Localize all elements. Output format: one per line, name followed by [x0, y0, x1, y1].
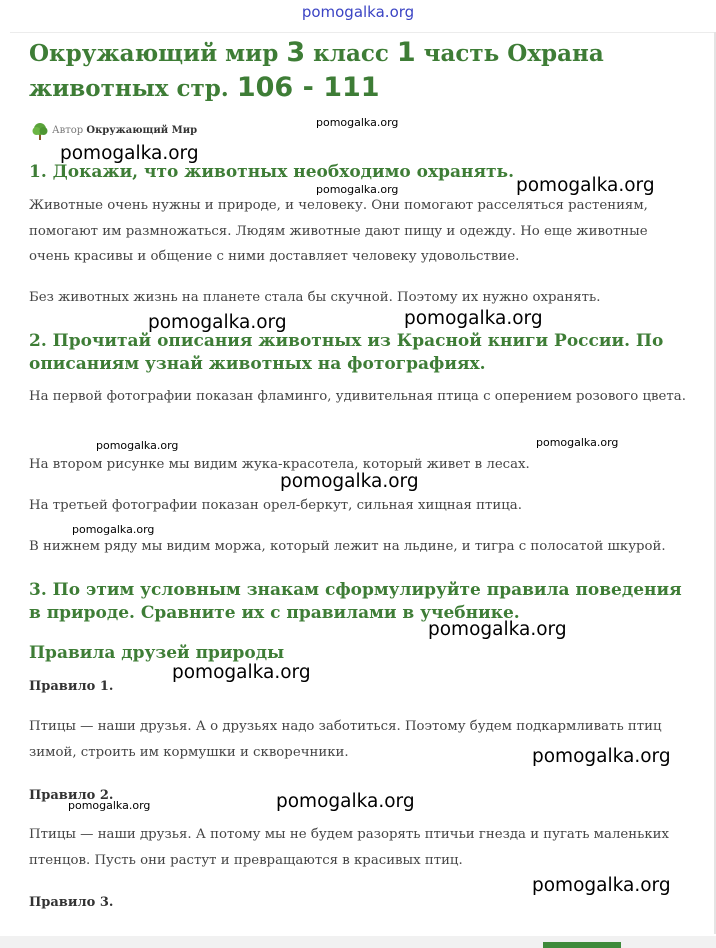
rule-1-label: Правило 1. — [29, 679, 114, 694]
watermark: pomogalka.org — [72, 523, 155, 536]
question-2-paragraph-4: В нижнем ряду мы видим моржа, который лежит на льдине, и тигра с полосатой шкурой. — [29, 539, 666, 554]
question-2-paragraph-1: На первой фотографии показан фламинго, удивительная птица с оперением розового цвета. — [29, 389, 686, 404]
watermark: pomogalka.org — [536, 436, 619, 449]
watermark: pomogalka.org — [280, 471, 419, 492]
rules-subheading: Правила друзей природы — [29, 643, 285, 663]
question-1-heading: 1. Докажи, что животных необходимо охранять. — [29, 162, 514, 182]
question-1-paragraph-2: Без животных жизнь на планете стала бы скучной. Поэтому их нужно охранять. — [29, 290, 601, 305]
page-title: Окружающий мир 3 класс 1 часть Охрана животных стр. 106 - 111 — [29, 37, 604, 103]
question-2-paragraph-3: На третьей фотографии показан орел-беркут, сильная хищная птица. — [29, 498, 522, 513]
watermark: pomogalka.org — [428, 619, 567, 640]
watermark: pomogalka.org — [532, 875, 671, 896]
question-2-paragraph-2: На втором рисунке мы видим жука-красотела, который живет в лесах. — [29, 457, 530, 472]
author-name[interactable]: Окружающий Мир — [86, 125, 198, 136]
question-1-paragraph-1: Животные очень нужны и природе, и человеку. Они помогают расселяться растениям, помогают им размножаться. Людям животные дают пищу и одежду. Но еще животные очень красивы и общение с ними доставляет человеку удовольствие. — [29, 198, 648, 264]
watermark: pomogalka.org — [404, 308, 543, 329]
author-line — [30, 120, 197, 142]
site-link[interactable]: pomogalka.org — [301, 3, 415, 21]
watermark: pomogalka.org — [516, 175, 655, 196]
question-3-heading: 3. По этим условным знакам сформулируйте правила поведения в природе. Сравните их с правилами в учебнике. — [29, 580, 682, 623]
watermark: pomogalka.org — [68, 799, 151, 812]
watermark: pomogalka.org — [60, 143, 199, 164]
bottom-button[interactable] — [543, 942, 621, 948]
watermark: pomogalka.org — [316, 183, 399, 196]
rule-3-label: Правило 3. — [29, 895, 114, 910]
watermark: pomogalka.org — [96, 439, 179, 452]
rule-2-label: Правило 2. — [29, 788, 114, 803]
tree-icon — [30, 121, 50, 141]
rule-2-text: Птицы — наши друзья. А потому мы не будем разорять птичьи гнезда и пугать маленьких птенцов. Пусть они растут и превращаются в красивых птиц. — [29, 827, 670, 868]
question-2-heading: 2. Прочитай описания животных из Красной книги России. По описаниям узнай животных на фотографиях. — [29, 331, 664, 374]
author-label: Автор — [52, 125, 84, 136]
watermark: pomogalka.org — [148, 312, 287, 333]
rule-1-text: Птицы — наши друзья. А о друзьях надо заботиться. Поэтому будем подкармливать птиц зимой, строить им кормушки и скворечники. — [29, 719, 662, 760]
watermark: pomogalka.org — [532, 746, 671, 767]
watermark: pomogalka.org — [276, 791, 415, 812]
watermark: pomogalka.org — [316, 116, 399, 129]
watermark: pomogalka.org — [172, 662, 311, 683]
